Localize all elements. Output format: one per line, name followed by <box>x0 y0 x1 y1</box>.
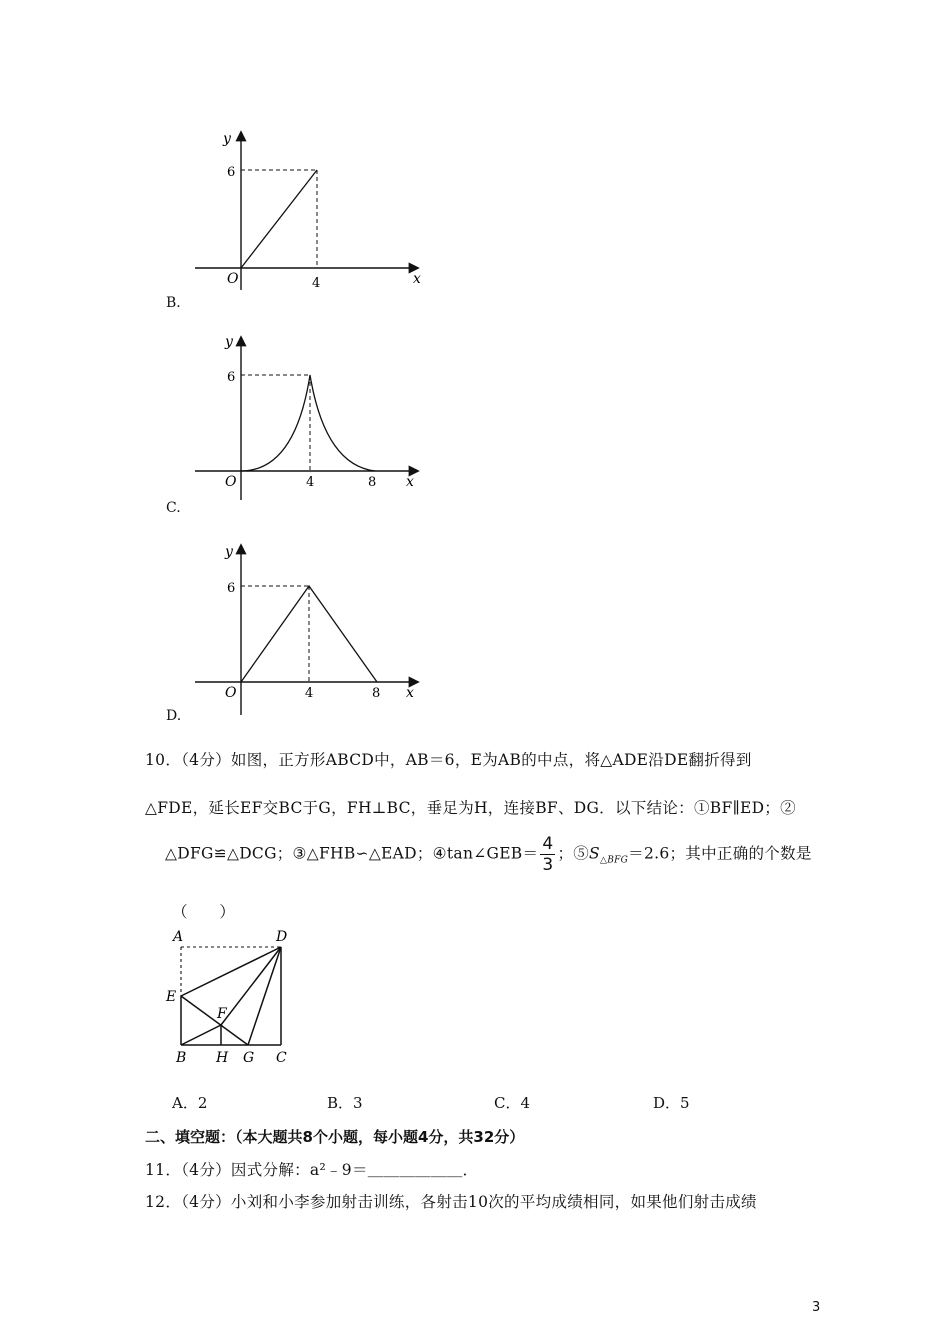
point-a-label: A <box>173 929 184 945</box>
choice-c[interactable]: C．4 <box>494 1094 531 1112</box>
geometry-figure <box>160 925 310 1065</box>
point-f-label: F <box>217 1006 227 1022</box>
page-number: 3 <box>812 1300 821 1315</box>
fraction <box>540 834 555 875</box>
q12-text: 12．（4分）小刘和小李参加射击训练，各射击10次的平均成绩相同，如果他们射击成绩 <box>145 1193 757 1211</box>
q11-text: 11．（4分）因式分解：a²﹣9＝＿＿＿＿＿＿． <box>145 1161 479 1179</box>
area-symbol: S <box>589 844 600 863</box>
q10-line-3-a: △DFG≌△DCG；③△FHB∽△EAD；④tan∠GEB＝ <box>165 844 539 863</box>
y-axis-label: y <box>225 544 233 560</box>
fraction-numerator: 4 <box>542 834 554 854</box>
x-tick-label-4: 4 <box>306 475 315 490</box>
point-g-label: G <box>243 1050 255 1065</box>
point-e-label: E <box>166 989 177 1005</box>
x-tick-label-4: 4 <box>305 686 314 701</box>
q10-line-1: 10．（4分）如图，正方形ABCD中，AB＝6，E为AB的中点，将△ADE沿DE翻折得到 <box>145 751 752 769</box>
x-tick-label-8: 8 <box>372 686 381 701</box>
x-axis-label: x <box>406 685 414 701</box>
point-b-label: B <box>176 1050 187 1065</box>
point-c-label: C <box>276 1050 287 1065</box>
option-d-label: D. <box>166 708 182 724</box>
fraction-denominator: 3 <box>542 855 554 875</box>
x-axis-label: x <box>413 271 421 287</box>
choice-d[interactable]: D．5 <box>653 1094 690 1112</box>
y-tick-label: 6 <box>227 581 236 596</box>
choice-b[interactable]: B．3 <box>327 1094 363 1112</box>
option-b-label: B. <box>166 295 181 311</box>
origin-label: O <box>225 474 237 490</box>
y-axis-label: y <box>225 334 233 350</box>
y-tick-label: 6 <box>227 370 236 385</box>
q10-line-2: △FDE，延长EF交BC于G，FH⊥BC，垂足为H，连接BF、DG．以下结论：①BF∥ED；② <box>145 799 796 817</box>
graph-option-c <box>185 330 425 500</box>
q10-line-3 <box>165 834 812 875</box>
point-d-label: D <box>276 929 288 945</box>
y-axis-label: y <box>223 131 231 147</box>
x-axis-label: x <box>406 474 414 490</box>
point-h-label: H <box>216 1050 229 1065</box>
origin-label: O <box>225 685 237 701</box>
q10-line-3-b: ；⑤ <box>557 844 590 863</box>
area-subscript: △BFG <box>599 855 629 866</box>
graph-option-b <box>185 125 425 290</box>
x-tick-label: 4 <box>312 276 321 290</box>
choice-a[interactable]: A．2 <box>172 1094 208 1112</box>
graph-option-d <box>185 540 425 715</box>
option-c-label: C. <box>166 500 181 516</box>
y-tick-label: 6 <box>227 165 236 180</box>
q10-line-3-c: ＝2.6；其中正确的个数是 <box>628 844 812 863</box>
x-tick-label-8: 8 <box>368 475 377 490</box>
q10-answer-paren: （ ） <box>172 903 236 921</box>
origin-label: O <box>227 271 239 287</box>
section-title: 二、填空题：（本大题共8个小题，每小题4分，共32分） <box>145 1128 525 1146</box>
